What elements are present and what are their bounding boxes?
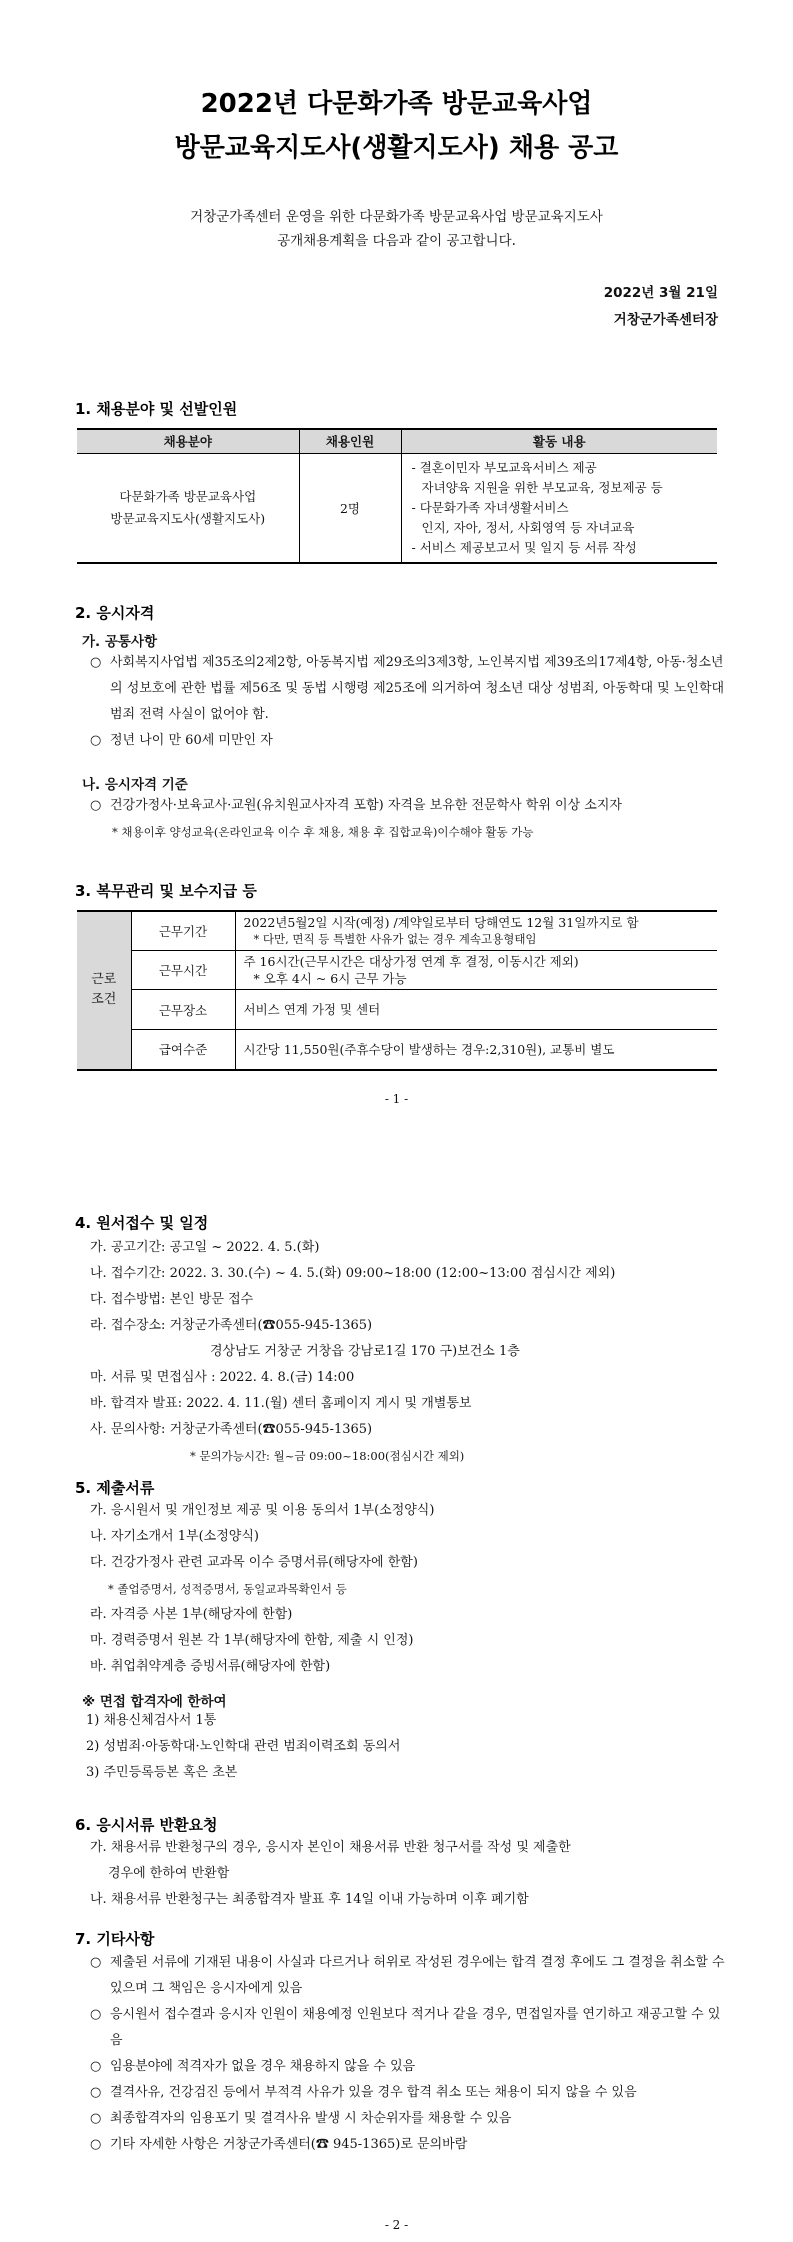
list-item [90,2002,730,2054]
table-row [77,990,717,1030]
misc-item-3: 임용분야에 적격자가 없을 경우 채용하지 않을 수 있음 [110,2059,416,2074]
list-item: 다. 건강가정사 관련 교과목 이수 증명서류(해당자에 한함) [90,1555,418,1570]
common-requirements [90,650,730,754]
common-item-2: 정년 나이 만 60세 미만인 자 [110,733,273,748]
header-field: 채용분야 [77,429,299,453]
list-item: 경상남도 거창군 거창읍 강남로1길 170 구)보건소 1층 [210,1344,520,1359]
list-item [90,728,730,754]
value-salary: 시간당 11,550원(주휴수당이 발생하는 경우:2,310원), 교통비 별도 [235,1030,717,1070]
list-item: 1) 채용신체검사서 1통 [86,1713,217,1728]
list-item: 나. 접수기간: 2022. 3. 30.(수) ~ 4. 5.(화) 09:00~18:00 (12:00~13:00 점심시간 제외) [90,1266,616,1281]
list-item [90,2132,730,2158]
pass-list [86,1708,746,1786]
page-number-1: - 1 - [384,1092,409,1106]
list-item [90,650,730,728]
circle-icon: ○ [90,733,102,748]
documents-list [90,1498,750,1680]
group-cell: 근로 조건 [77,911,131,1070]
issuer: 거창군가족센터장 [613,312,718,328]
field-line-1: 다문화가족 방문교육사업 [119,488,257,504]
circle-icon: ○ [90,2085,102,2100]
list-item: 바. 합격자 발표: 2022. 4. 11.(월) 센터 홈페이지 게시 및 개별통보 [90,1396,472,1411]
list-item: 3) 주민등록등본 혹은 초본 [86,1765,238,1780]
period-line-1: 2022년5월2일 시작(예정) /계약일로부터 당해연도 12월 31일까지로 함 [243,915,639,930]
list-item [90,793,730,819]
activity-line: - 결혼이민자 부모교육서비스 제공 [411,459,597,475]
value-period [235,911,717,951]
issue-date: 2022년 3월 21일 [603,285,718,301]
list-item [90,1950,730,2002]
hours-line-1: 주 16시간(근무시간은 대상가정 연계 후 결정, 이동시간 제외) [243,954,579,969]
hours-line-2: * 오후 4시 ~ 6시 근무 가능 [253,971,407,986]
activity-line: 인지, 자아, 정서, 사회영역 등 자녀교육 [421,519,635,535]
issue-block [604,280,718,334]
recruit-table [77,428,717,564]
label-salary: 급여수준 [131,1030,235,1070]
circle-icon: ○ [90,2111,102,2126]
list-item: 사. 문의사항: 거창군가족센터(☎055-945-1365) [90,1422,373,1437]
list-item: 가. 공고기간: 공고일 ~ 2022. 4. 5.(화) [90,1240,320,1255]
intro-line-1: 거창군가족센터 운영을 위한 다문화가족 방문교육사업 방문교육지도사 [190,209,603,225]
list-item: 가. 응시원서 및 개인정보 제공 및 이용 동의서 1부(소정양식) [90,1503,435,1518]
section-7-heading: 7. 기타사항 [75,1930,155,1948]
activity-cell [401,453,717,563]
page-2 [0,1120,793,2242]
list-item: 경우에 한하여 반환함 [108,1866,230,1881]
page-number-2: - 2 - [384,2218,409,2232]
activity-line: 자녀양육 지원을 위한 부모교육, 정보제공 등 [421,479,663,495]
section-1-heading: 1. 채용분야 및 선발인원 [75,400,238,418]
list-item [90,2080,730,2106]
circle-icon: ○ [90,2007,102,2022]
header-count: 채용인원 [299,429,401,453]
return-list [90,1835,750,1913]
list-item: 마. 경력증명서 원본 각 1부(해당자에 한함, 제출 시 인정) [90,1633,414,1648]
section-2-heading: 2. 응시자격 [75,604,155,622]
list-item: 마. 서류 및 면접심사 : 2022. 4. 8.(금) 14:00 [90,1370,355,1385]
section-4-heading: 4. 원서접수 및 일정 [75,1214,209,1232]
sub-common-heading: 가. 공통사항 [82,634,158,650]
list-item: 라. 접수장소: 거창군가족센터(☎055-945-1365) [90,1318,373,1333]
activity-line: - 서비스 제공보고서 및 일지 등 서류 작성 [411,539,637,555]
list-item: 가. 채용서류 반환청구의 경우, 응시자 본인이 채용서류 반환 청구서를 작성 및 제출한 [90,1840,571,1855]
count-cell: 2명 [299,453,401,563]
table-row [77,951,717,990]
list-item: 나. 채용서류 반환청구는 최종합격자 발표 후 14일 이내 가능하며 이후 폐기함 [90,1892,529,1907]
misc-item-1: 제출된 서류에 기재된 내용이 사실과 다르거나 허위로 작성된 경우에는 합격 결정 후에도 그 결정을 취소할 수 있으며 그 책임은 응시자에게 있음 [110,1955,725,1996]
work-conditions-table [77,910,717,1071]
table-row [77,1030,717,1070]
field-line-2: 방문교육지도사(생활지도사) [110,510,266,526]
circle-icon: ○ [90,798,102,813]
circle-icon: ○ [90,2059,102,2074]
criteria-item: 건강가정사·보육교사·교원(유치원교사자격 포함) 자격을 보유한 전문학사 학위 이상 소지자 [110,798,622,813]
activity-line: - 다문화가족 자녀생활서비스 [411,499,569,515]
label-place: 근무장소 [131,990,235,1030]
value-place: 서비스 연계 가정 및 센터 [235,990,717,1030]
misc-item-2: 응시원서 접수결과 응시자 인원이 채용예정 인원보다 적거나 같을 경우, 면접일자를 연기하고 재공고할 수 있음 [110,2007,721,2048]
criteria-note: * 채용이후 양성교육(온라인교육 이수 후 채용, 채용 후 집합교육)이수해야 활동 가능 [112,825,534,839]
list-item: 2) 성범죄·아동학대·노인학대 관련 범죄이력조회 동의서 [86,1739,401,1754]
schedule-list [90,1235,750,1469]
circle-icon: ○ [90,655,102,670]
title-line-2: 방문교육지도사(생활지도사) 채용 공고 [174,133,619,163]
list-item: 바. 취업취약계층 증빙서류(해당자에 한함) [90,1659,331,1674]
field-cell [77,453,299,563]
intro-text [0,205,793,253]
sub-criteria-heading: 나. 응시자격 기준 [82,777,188,793]
table-header-row [77,429,717,453]
table-row [77,453,717,563]
circle-icon: ○ [90,1955,102,1970]
misc-item-5: 최종합격자의 임용포기 및 결격사유 발생 시 차순위자를 채용할 수 있음 [110,2111,512,2126]
list-item: 다. 접수방법: 본인 방문 접수 [90,1292,254,1307]
section-6-heading: 6. 응시서류 반환요청 [75,1816,218,1834]
misc-item-4: 결격사유, 건강검진 등에서 부적격 사유가 있을 경우 합격 취소 또는 채용이 되지 않을 수 있음 [110,2085,637,2100]
value-hours [235,951,717,990]
common-item-1: 사회복지사업법 제35조의2제2항, 아동복지법 제29조의3제3항, 노인복지법 제39조의17제4항, 아동·청소년의 성보호에 관한 법률 제56조 및 동법 시행령 제25조에 의거하여 청소년 대상 성범죄, 아동학대 및 노인학대 범죄 전력 사실이 없어야 함. [110,655,725,722]
section-5-heading: 5. 제출서류 [75,1479,155,1497]
title-line-1: 2022년 다문화가족 방문교육사업 [200,89,593,119]
period-line-2: * 다만, 면직 등 특별한 사유가 없는 경우 계속고용형태임 [253,932,537,946]
label-period: 근무기간 [131,911,235,951]
table-row [77,911,717,951]
page-1 [0,0,793,1120]
list-item: 라. 자격증 사본 1부(해당자에 한함) [90,1607,293,1622]
list-item: 나. 자기소개서 1부(소정양식) [90,1529,259,1544]
pass-heading: ※ 면접 합격자에 한하여 [82,1694,227,1710]
list-note: * 문의가능시간: 월~금 09:00~18:00(점심시간 제외) [190,1449,465,1463]
misc-list [90,1950,730,2158]
misc-item-6: 기타 자세한 사항은 거창군가족센터(☎ 945-1365)로 문의바람 [110,2137,468,2152]
list-note: * 졸업증명서, 성적증명서, 동일교과목확인서 등 [108,1582,347,1596]
section-3-heading: 3. 복무관리 및 보수지급 등 [75,882,257,900]
list-item [90,2106,730,2132]
header-activity: 활동 내용 [401,429,717,453]
label-hours: 근무시간 [131,951,235,990]
circle-icon: ○ [90,2137,102,2152]
list-item [90,2054,730,2080]
intro-line-2: 공개채용계획을 다음과 같이 공고합니다. [277,233,516,249]
criteria-block [90,793,730,845]
